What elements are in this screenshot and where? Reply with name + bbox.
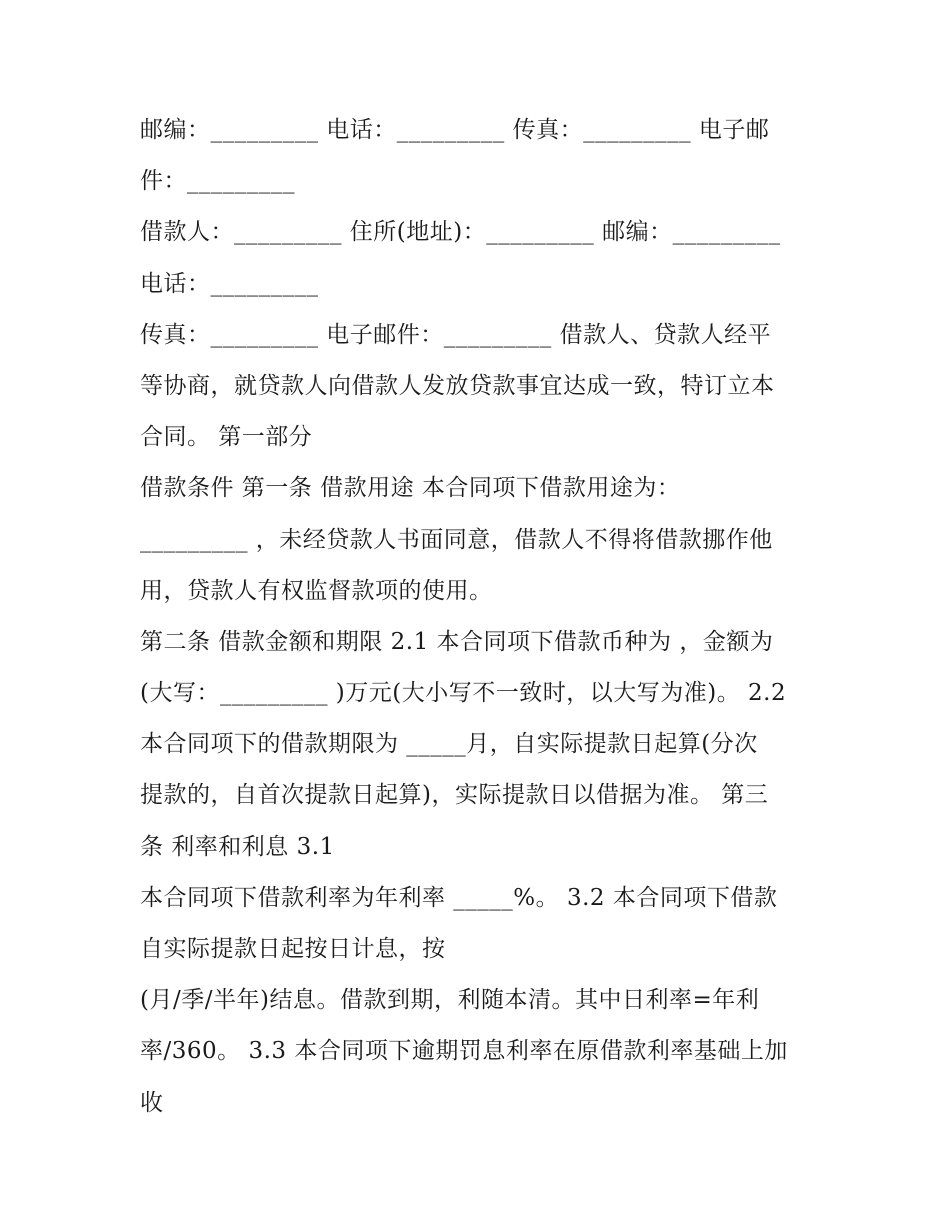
text-line: 合同。 第一部分 — [140, 424, 313, 451]
text-line: 提款的，自首次提款日起算)，实际提款日以借据为准。 第三 — [140, 782, 769, 809]
text-line: 条 利率和利息 3.1 — [140, 833, 335, 860]
text-line: 电话：_________ — [140, 270, 319, 297]
document-page — [140, 105, 820, 1129]
text-line: 率/360。 3.3 本合同项下逾期罚息利率在原借款利率基础上加 — [140, 1038, 788, 1065]
text-line: 本合同项下借款利率为年利率 _____%。 3.2 本合同项下借款 — [140, 884, 778, 911]
text-line: (月/季/半年)结息。借款到期，利随本清。其中日利率=年利 — [140, 987, 760, 1014]
text-line: 收 — [140, 1089, 164, 1116]
text-line: 邮编：_________ 电话：_________ 传真：_________ 电子邮 — [140, 117, 770, 143]
text-line: _________ ，未经贷款人书面同意，借款人不得将借款挪作他 — [140, 526, 773, 553]
text-line: 自实际提款日起按日计息，按 — [140, 936, 446, 962]
text-line: 借款条件 第一条 借款用途 本合同项下借款用途为： — [140, 475, 681, 502]
text-line: 传真：_________ 电子邮件：_________ 借款人、贷款人经平 — [140, 321, 772, 348]
text-line: 件：_________ — [140, 168, 295, 195]
text-line: 本合同项下的借款期限为 _____月，自实际提款日起算(分次 — [140, 731, 758, 758]
text-line: 用，贷款人有权监督款项的使用。 — [140, 577, 493, 604]
text-line: 第二条 借款金额和期限 2.1 本合同项下借款币种为 ，金额为 — [140, 628, 774, 655]
text-line: (大写：_________ )万元(大小写不一致时，以大写为准)。 2.2 — [140, 680, 787, 707]
text-line: 借款人：_________ 住所(地址)：_________ 邮编：_________ — [140, 219, 781, 246]
text-line: 等协商，就贷款人向借款人发放贷款事宜达成一致，特订立本 — [140, 372, 775, 399]
